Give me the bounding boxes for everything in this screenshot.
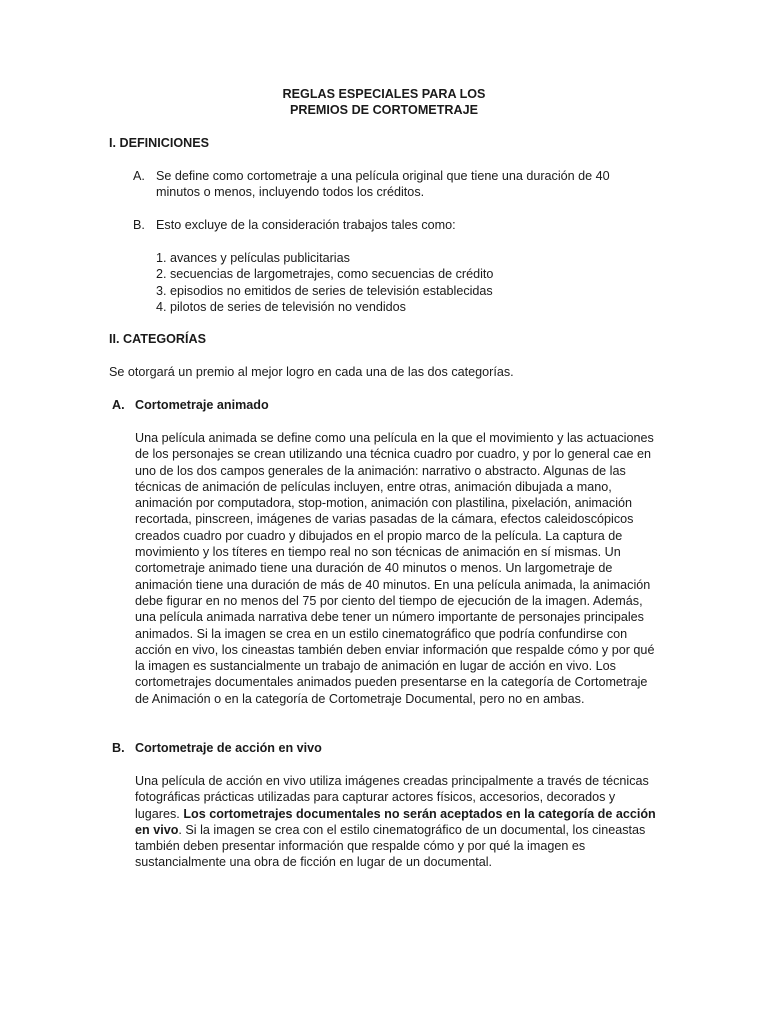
category-b-body-part-2: . Si la imagen se crea con el estilo cinematográfico de un documental, los cineastas también deben presentar información que respalde cómo y por qué la imagen es sustancialmente una obra de ficción en lugar de un documental. <box>135 822 646 870</box>
exclusion-item-3: 3. episodios no emitidos de series de televisión establecidas <box>156 283 493 298</box>
category-b-body-bold: Los cortometrajes documentales no serán aceptados en la categoría de acción en vivo <box>135 806 656 837</box>
category-b-body <box>135 773 660 871</box>
title-line-2: PREMIOS DE CORTOMETRAJE <box>290 103 478 118</box>
exclusion-item-1: 1. avances y películas publicitarias <box>156 251 350 265</box>
item-b-text: Esto excluye de la consideración trabajos tales como: <box>156 218 456 232</box>
title-line-1: REGLAS ESPECIALES PARA LOS <box>282 87 486 101</box>
exclusion-item-2: 2. secuencias de largometrajes, como secuencias de crédito <box>156 267 494 282</box>
document-title <box>0 86 768 119</box>
category-a-letter: A. <box>112 398 125 412</box>
categorias-intro: Se otorgará un premio al mejor logro en cada una de las dos categorías. <box>109 365 514 379</box>
item-b-letter: B. <box>133 218 145 232</box>
category-b-letter: B. <box>112 741 125 755</box>
category-a-body: Una película animada se define como una película en la que el movimiento y las actuaciones de los personajes se crean utilizando una técnica cuadro por cuadro, y por lo general cae en uno de los dos campos generales de la animación: narrativo o abstracto. Algunas de las técnicas de animación de películas incluyen, entre otras, animación dibujada a mano, animación por computadora, stop-motion, animación con plastilina, pixelación, animación recortada, pinscreen, imágenes de varias pasadas de la cámara, efectos caleidoscópicos creados cuadro por cuadro y dibujados en el propio marco de la película. La captura de movimiento y los títeres en tiempo real no son técnicas de animación en sí mismas. Un cortometraje animado tiene una duración de 40 minutos o menos. Un largometraje de animación tiene una duración de más de 40 minutos. En una película animada, la animación debe figurar en no menos del 75 por ciento del tiempo de ejecución de la imagen. Además, una película animada narrativa debe tener un número importante de personajes principales animados. Si la imagen se crea en un estilo cinematográfico que podría confundirse con acción en vivo, los cineastas también deben enviar información que respalde cómo y por qué la imagen es sustancialmente un trabajo de animación en lugar de acción en vivo. Los cortometrajes documentales animados pueden presentarse en la categoría de Cortometraje de Animación o en la categoría de Cortometraje Documental, pero no en ambas. <box>135 431 655 706</box>
category-b-title: Cortometraje de acción en vivo <box>135 741 322 755</box>
exclusions-list <box>156 250 493 315</box>
item-a-letter: A. <box>133 169 145 183</box>
exclusion-item-4: 4. pilotos de series de televisión no vendidos <box>156 299 406 314</box>
item-a-text: Se define como cortometraje a una película original que tiene una duración de 40 minutos o menos, incluyendo todos los créditos. <box>156 169 610 200</box>
category-b-body-part-1: Una película de acción en vivo utiliza imágenes creadas principalmente a través de técnicas fotográficas prácticas utilizadas para capturar actores físicos, accesorios, decorados y lugares. <box>135 774 649 821</box>
section-categorias-heading: II. CATEGORÍAS <box>109 332 207 346</box>
section-definiciones-heading: I. DEFINICIONES <box>109 136 210 150</box>
category-a-title: Cortometraje animado <box>135 398 269 412</box>
